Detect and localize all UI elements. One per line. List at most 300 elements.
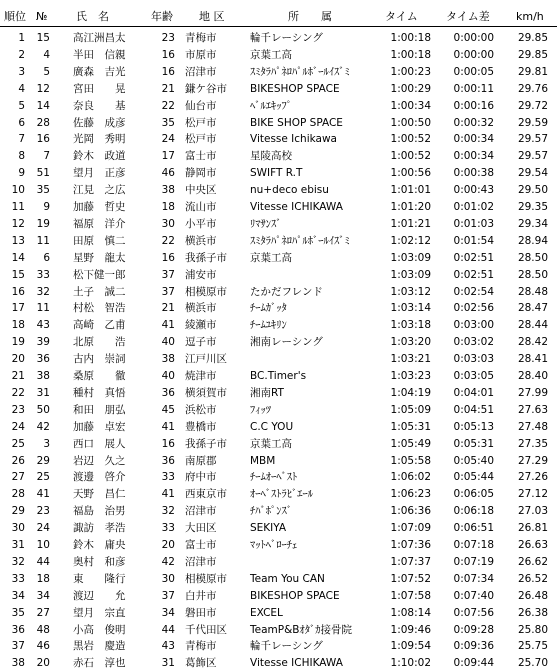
cell-team: ｽﾐﾀﾗﾊﾟﾈﾛﾊﾟﾙﾎﾞｰﾙｲｽﾞﾐ [250, 234, 350, 247]
cell-diff: 0:01:54 [453, 234, 494, 247]
cell-team: 京葉工高 [250, 251, 292, 264]
cell-no: 36 [36, 353, 50, 366]
cell-age: 38 [161, 184, 175, 197]
cell-diff: 0:07:40 [453, 589, 494, 602]
cell-area: 焼津市 [185, 370, 217, 382]
table-row [0, 554, 557, 571]
cell-diff: 0:00:32 [453, 116, 494, 129]
cell-area: 中央区 [185, 184, 217, 197]
cell-diff: 0:06:18 [453, 505, 494, 518]
cell-no: 38 [36, 370, 50, 382]
cell-name: 江見 之広 [73, 184, 126, 197]
cell-rank: 23 [11, 403, 25, 416]
cell-rank: 18 [11, 319, 25, 332]
cell-name: 天野 昌仁 [73, 488, 126, 501]
cell-age: 35 [161, 116, 175, 129]
cell-age: 42 [161, 555, 175, 568]
cell-area: 沼津市 [185, 555, 217, 568]
cell-rank: 35 [11, 606, 25, 619]
cell-rank: 6 [18, 116, 25, 129]
cell-name: 小高 俊明 [73, 623, 126, 636]
cell-name: 種村 真悟 [73, 386, 126, 399]
table-row [0, 30, 557, 47]
cell-time: 1:10:02 [390, 657, 431, 670]
cell-time: 1:09:46 [390, 623, 431, 636]
cell-diff: 0:03:00 [453, 319, 494, 332]
cell-area: 横須賀市 [185, 386, 227, 399]
cell-diff: 0:00:16 [453, 99, 494, 112]
table-row [0, 385, 557, 402]
header-time: タイム [385, 10, 418, 23]
cell-time: 1:05:09 [390, 403, 431, 416]
cell-age: 16 [161, 437, 175, 450]
cell-rank: 31 [11, 539, 25, 551]
cell-time: 1:03:12 [390, 285, 431, 298]
cell-speed: 26.48 [517, 589, 548, 602]
cell-area: 小平市 [185, 217, 217, 230]
cell-name: 黒岩 慶造 [73, 640, 126, 653]
cell-diff: 0:07:18 [453, 539, 494, 551]
cell-team: BC.Timer's [250, 370, 307, 382]
cell-team: ｽﾐﾀﾗﾊﾟﾈﾛﾊﾟﾙﾎﾞｰﾙｲｽﾞﾐ [250, 65, 350, 78]
cell-team: ﾁﾊﾞﾎﾟﾝｽﾞ [250, 505, 292, 518]
cell-diff: 0:07:19 [453, 555, 494, 568]
cell-team: たかだフレンド [250, 285, 323, 298]
cell-name: 東 隆行 [73, 572, 126, 585]
cell-name: 廣森 吉光 [73, 65, 126, 78]
cell-speed: 26.52 [517, 572, 548, 585]
cell-area: 南原郡 [185, 454, 217, 467]
cell-time: 1:05:58 [390, 454, 431, 467]
cell-age: 36 [161, 454, 175, 467]
cell-age: 33 [161, 522, 175, 535]
cell-team: 京葉工高 [250, 48, 292, 61]
cell-no: 46 [36, 640, 50, 653]
cell-diff: 0:05:40 [453, 454, 494, 467]
cell-name: 鈴木 政道 [73, 150, 126, 163]
cell-area: 青梅市 [185, 32, 217, 44]
cell-diff: 0:02:54 [453, 285, 494, 298]
cell-time: 1:02:12 [390, 234, 431, 247]
cell-area: 綾瀬市 [185, 319, 217, 332]
cell-no: 15 [36, 32, 50, 44]
cell-time: 1:03:09 [390, 268, 431, 281]
table-row [0, 571, 557, 588]
cell-area: 磐田市 [185, 606, 217, 619]
cell-diff: 0:00:00 [453, 48, 494, 61]
cell-age: 41 [161, 420, 175, 433]
cell-name: 奈良 基 [73, 99, 126, 112]
cell-no: 51 [36, 167, 50, 180]
cell-no: 16 [36, 133, 50, 146]
table-row [0, 469, 557, 486]
cell-no: 18 [36, 572, 50, 585]
table-row [0, 182, 557, 199]
cell-age: 41 [161, 319, 175, 332]
cell-team: EXCEL [250, 606, 283, 619]
cell-no: 44 [36, 555, 50, 568]
cell-age: 18 [161, 201, 175, 213]
cell-speed: 25.80 [517, 623, 548, 636]
cell-speed: 29.85 [517, 32, 548, 44]
cell-diff: 0:06:05 [453, 488, 494, 501]
cell-age: 37 [161, 285, 175, 298]
cell-speed: 28.50 [517, 251, 548, 264]
cell-no: 9 [43, 201, 50, 213]
cell-time: 1:00:18 [390, 48, 431, 61]
cell-age: 16 [161, 251, 175, 264]
cell-rank: 16 [11, 285, 25, 298]
cell-area: 千代田区 [185, 623, 227, 636]
cell-team: BIKE SHOP SPACE [250, 116, 343, 129]
cell-time: 1:03:09 [390, 251, 431, 264]
cell-rank: 12 [11, 217, 25, 230]
cell-area: 富士市 [185, 150, 217, 163]
cell-name: 古内 崇詞 [73, 353, 126, 366]
cell-area: 豊橋市 [185, 420, 217, 433]
cell-age: 37 [161, 589, 175, 602]
cell-speed: 27.48 [517, 420, 548, 433]
cell-rank: 30 [11, 522, 25, 535]
cell-team [250, 351, 385, 368]
table-row [0, 64, 557, 81]
cell-area: 江戸川区 [185, 353, 227, 366]
cell-diff: 0:06:51 [453, 522, 494, 535]
header-name: 氏 名 [76, 10, 109, 23]
cell-team: 輪千レーシング [250, 640, 323, 653]
table-row [0, 419, 557, 436]
cell-area: 静岡市 [185, 167, 217, 180]
cell-area: 我孫子市 [185, 437, 227, 450]
cell-speed: 27.35 [517, 437, 548, 450]
cell-team: Team You CAN [250, 572, 325, 585]
cell-rank: 34 [11, 589, 25, 602]
cell-team: MBM [250, 454, 276, 467]
cell-time: 1:08:14 [390, 606, 431, 619]
cell-name: 土子 誠二 [73, 285, 126, 298]
cell-speed: 28.47 [517, 302, 548, 315]
cell-name: 桑原 徹 [73, 370, 126, 382]
cell-no: 10 [36, 539, 50, 551]
cell-area: 富士市 [185, 539, 217, 551]
cell-no: 28 [36, 116, 50, 129]
cell-team: 湘南レーシング [250, 336, 323, 349]
header-age: 年齢 [151, 10, 173, 23]
cell-time: 1:00:23 [390, 65, 431, 78]
cell-speed: 27.26 [517, 471, 548, 484]
header-area: 地 区 [199, 10, 225, 23]
cell-diff: 0:05:31 [453, 437, 494, 450]
cell-speed: 29.85 [517, 48, 548, 61]
cell-age: 37 [161, 268, 175, 281]
cell-name: 光岡 秀明 [73, 133, 126, 146]
cell-rank: 25 [11, 437, 25, 450]
cell-time: 1:07:58 [390, 589, 431, 602]
cell-team: Vitesse ICHIKAWA [250, 201, 343, 213]
table-row [0, 165, 557, 182]
table-row [0, 317, 557, 334]
cell-name: 和田 朋弘 [73, 403, 126, 416]
cell-age: 30 [161, 217, 175, 230]
header-diff: タイム差 [446, 10, 490, 23]
table-row [0, 655, 557, 672]
cell-age: 41 [161, 488, 175, 501]
cell-speed: 29.57 [517, 150, 548, 163]
table-row [0, 453, 557, 470]
table-row [0, 402, 557, 419]
cell-area: 西東京市 [185, 488, 227, 501]
cell-area: 大田区 [185, 522, 217, 535]
cell-time: 1:03:20 [390, 336, 431, 349]
cell-diff: 0:01:02 [453, 201, 494, 213]
cell-age: 46 [161, 167, 175, 180]
cell-rank: 32 [11, 555, 25, 568]
cell-speed: 29.50 [517, 184, 548, 197]
cell-area: 松戸市 [185, 116, 217, 129]
table-row [0, 233, 557, 250]
cell-time: 1:00:56 [390, 167, 431, 180]
cell-rank: 26 [11, 454, 25, 467]
cell-diff: 0:00:05 [453, 65, 494, 78]
cell-speed: 25.70 [517, 657, 548, 670]
cell-team: 輪千レーシング [250, 32, 323, 44]
table-row [0, 537, 557, 554]
header-speed: km/h [516, 10, 544, 23]
cell-area: 沼津市 [185, 65, 217, 78]
table-row [0, 148, 557, 165]
cell-name: 西口 展人 [73, 437, 126, 450]
cell-name: 北原 浩 [73, 336, 126, 349]
cell-time: 1:03:14 [390, 302, 431, 315]
cell-age: 43 [161, 640, 175, 653]
cell-team: 星陵高校 [250, 150, 292, 163]
table-row [0, 436, 557, 453]
cell-rank: 28 [11, 488, 25, 501]
cell-time: 1:05:49 [390, 437, 431, 450]
cell-team: ﾘﾏｻﾝｽﾞ [250, 217, 282, 230]
cell-age: 20 [161, 539, 175, 551]
cell-diff: 0:03:03 [453, 353, 494, 366]
cell-rank: 2 [18, 48, 25, 61]
header-team: 所 属 [288, 10, 332, 23]
cell-time: 1:03:21 [390, 353, 431, 366]
cell-time: 1:07:52 [390, 572, 431, 585]
table-row [0, 486, 557, 503]
cell-diff: 0:01:03 [453, 217, 494, 230]
cell-no: 31 [36, 386, 50, 399]
cell-area: 横浜市 [185, 302, 217, 315]
cell-diff: 0:00:38 [453, 167, 494, 180]
cell-name: 岩辺 久之 [73, 454, 126, 467]
cell-diff: 0:09:36 [453, 640, 494, 653]
cell-no: 20 [36, 657, 50, 670]
table-row [0, 520, 557, 537]
cell-team: 京葉工高 [250, 437, 292, 450]
cell-team: 湘南RT [250, 386, 284, 399]
cell-speed: 29.34 [517, 217, 548, 230]
cell-time: 1:00:18 [390, 32, 431, 44]
table-row [0, 81, 557, 98]
cell-time: 1:00:52 [390, 133, 431, 146]
cell-area: 白井市 [185, 589, 217, 602]
cell-age: 45 [161, 403, 175, 416]
cell-name: 高崎 乙甫 [73, 319, 126, 332]
cell-name: 星野 龍太 [73, 251, 126, 264]
cell-no: 29 [36, 454, 50, 467]
cell-rank: 8 [18, 150, 25, 163]
cell-area: 仙台市 [185, 99, 217, 112]
cell-no: 3 [43, 437, 50, 450]
cell-no: 34 [36, 589, 50, 602]
cell-age: 17 [161, 150, 175, 163]
cell-rank: 15 [11, 268, 25, 281]
cell-age: 16 [161, 65, 175, 78]
cell-age: 21 [161, 82, 175, 95]
cell-time: 1:06:02 [390, 471, 431, 484]
table-row [0, 267, 557, 284]
cell-name: 渡邊 啓介 [73, 471, 126, 484]
cell-team: Vitesse ICHIKAWA [250, 657, 343, 670]
table-row [0, 368, 557, 385]
cell-name: 奥村 和彦 [73, 555, 126, 568]
cell-area: 青梅市 [185, 640, 217, 653]
cell-time: 1:07:36 [390, 539, 431, 551]
cell-rank: 17 [11, 302, 25, 315]
cell-rank: 38 [11, 657, 25, 670]
cell-time: 1:01:01 [390, 184, 431, 197]
cell-speed: 27.63 [517, 403, 548, 416]
cell-age: 23 [161, 32, 175, 44]
cell-diff: 0:00:34 [453, 133, 494, 146]
cell-speed: 28.50 [517, 268, 548, 281]
cell-time: 1:07:09 [390, 522, 431, 535]
cell-age: 40 [161, 370, 175, 382]
cell-speed: 27.29 [517, 454, 548, 467]
cell-team: ﾁｰﾑﾕｷﾘﾝ [250, 319, 287, 332]
cell-area: 横浜市 [185, 234, 217, 247]
cell-rank: 27 [11, 471, 25, 484]
cell-team: ﾁｰﾑｵｰﾍﾞｽﾄ [250, 471, 298, 484]
cell-no: 24 [36, 522, 50, 535]
cell-time: 1:00:34 [390, 99, 431, 112]
cell-diff: 0:07:34 [453, 572, 494, 585]
cell-age: 44 [161, 623, 175, 636]
cell-diff: 0:00:43 [453, 184, 494, 197]
cell-time: 1:05:31 [390, 420, 431, 433]
cell-diff: 0:03:02 [453, 336, 494, 349]
cell-diff: 0:04:01 [453, 386, 494, 399]
cell-no: 41 [36, 488, 50, 501]
table-row [0, 351, 557, 368]
cell-speed: 26.38 [517, 606, 548, 619]
table-row [0, 622, 557, 639]
cell-area: 逗子市 [185, 336, 217, 349]
table-row [0, 199, 557, 216]
cell-team: SEKIYA [250, 522, 287, 535]
cell-team [250, 267, 385, 284]
cell-team: C.C YOU [250, 420, 294, 433]
cell-name: 加藤 卓宏 [73, 420, 126, 433]
cell-area: 市原市 [185, 48, 217, 61]
cell-age: 38 [161, 353, 175, 366]
cell-rank: 24 [11, 420, 25, 433]
cell-no: 33 [36, 268, 50, 281]
cell-rank: 37 [11, 640, 25, 653]
table-row [0, 588, 557, 605]
cell-area: 相模原市 [185, 572, 227, 585]
cell-team: ﾍﾞﾙｴｷｯﾌﾟ [250, 99, 292, 112]
cell-name: 松下健一郎 [73, 268, 126, 281]
cell-name: 福原 洋介 [73, 217, 126, 230]
cell-speed: 28.41 [517, 353, 548, 366]
cell-team: BIKESHOP SPACE [250, 589, 340, 602]
cell-rank: 21 [11, 370, 25, 382]
table-row [0, 250, 557, 267]
cell-time: 1:03:18 [390, 319, 431, 332]
cell-rank: 22 [11, 386, 25, 399]
cell-no: 39 [36, 336, 50, 349]
cell-rank: 7 [18, 133, 25, 146]
cell-time: 1:06:36 [390, 505, 431, 518]
cell-age: 34 [161, 606, 175, 619]
cell-no: 23 [36, 505, 50, 518]
cell-speed: 29.35 [517, 201, 548, 213]
cell-speed: 29.57 [517, 133, 548, 146]
cell-age: 36 [161, 386, 175, 399]
table-row [0, 131, 557, 148]
cell-area: 浜松市 [185, 403, 217, 416]
cell-age: 22 [161, 234, 175, 247]
cell-rank: 4 [18, 82, 25, 95]
header-no: № [36, 10, 48, 23]
cell-no: 12 [36, 82, 50, 95]
cell-speed: 29.59 [517, 116, 548, 129]
table-row [0, 216, 557, 233]
cell-no: 11 [36, 234, 50, 247]
cell-diff: 0:07:56 [453, 606, 494, 619]
cell-name: 望月 正彦 [73, 167, 126, 180]
cell-no: 35 [36, 184, 50, 197]
cell-age: 32 [161, 505, 175, 518]
cell-diff: 0:04:51 [453, 403, 494, 416]
cell-name: 半田 信親 [73, 48, 126, 61]
cell-time: 1:07:37 [390, 555, 431, 568]
cell-team: ｵｰﾍﾞｽﾄﾗﾋﾞｴｰﾙ [250, 488, 313, 501]
cell-diff: 0:05:13 [453, 420, 494, 433]
cell-rank: 13 [11, 234, 25, 247]
cell-no: 43 [36, 319, 50, 332]
header-rank: 順位 [4, 10, 26, 23]
cell-name: 佐藤 成彦 [73, 116, 126, 129]
cell-name: 鈴木 庸央 [73, 539, 126, 551]
table-row [0, 300, 557, 317]
cell-name: 福島 治男 [73, 505, 126, 518]
cell-speed: 27.12 [517, 488, 548, 501]
cell-team: ﾌｨｯﾂ [250, 403, 271, 416]
cell-area: 我孫子市 [185, 251, 227, 264]
cell-rank: 19 [11, 336, 25, 349]
cell-speed: 28.94 [517, 234, 548, 247]
cell-diff: 0:02:51 [453, 251, 494, 264]
cell-diff: 0:00:11 [453, 82, 494, 95]
cell-no: 5 [43, 65, 50, 78]
cell-rank: 20 [11, 353, 25, 366]
cell-rank: 3 [18, 65, 25, 78]
cell-area: 松戸市 [185, 133, 217, 146]
cell-no: 25 [36, 471, 50, 484]
cell-no: 27 [36, 606, 50, 619]
cell-diff: 0:00:00 [453, 32, 494, 44]
